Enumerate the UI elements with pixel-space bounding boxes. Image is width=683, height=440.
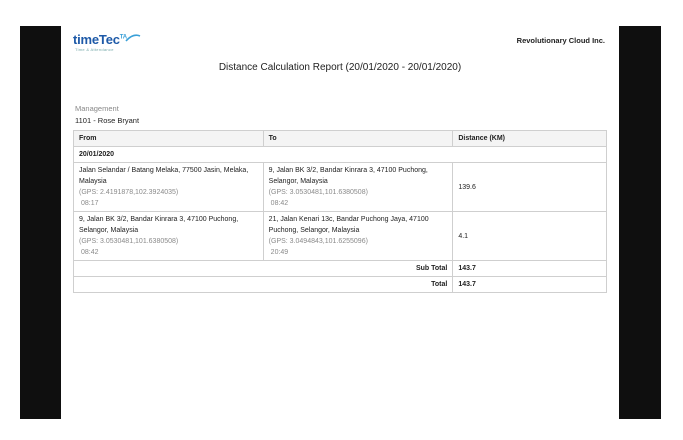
from-address: Jalan Selandar / Batang Melaka, 77500 Jasin, Melaka, Malaysia [79,167,249,185]
total-label: Total [74,277,453,293]
to-cell [263,163,453,212]
to-gps: (GPS: 3.0530481,101.6380508) [268,189,368,196]
report-title: Distance Calculation Report (20/01/2020 - 20/01/2020) [218,62,462,73]
total-value: 143.7 [453,277,607,293]
logo-tm: TA [119,34,127,41]
to-time: 08:42 [270,200,289,207]
from-gps: (GPS: 3.0530481,101.6380508) [79,238,179,245]
report-page [61,26,619,419]
to-address: 21, Jalan Kenari 13c, Bandar Puchong Jaya, 47100 Puchong, Selangor, Malaysia [268,216,429,234]
column-header-from: From [74,131,264,147]
distance-table [73,130,607,293]
from-cell [74,163,264,212]
logo-tagline: Time & Attendance [75,47,114,52]
company-name: Revolutionary Cloud Inc. [516,36,605,45]
timetec-logo [73,32,193,54]
to-time: 20:49 [270,249,289,256]
to-address: 9, Jalan BK 3/2, Bandar Kinrara 3, 47100 Puchong, Selangor, Malaysia [268,167,428,185]
column-header-distance: Distance (KM) [453,131,607,147]
logo-swoosh-icon [125,33,141,43]
table-row [74,212,607,261]
logo-text: timeTec [73,32,120,47]
distance-cell: 4.1 [453,212,607,261]
to-cell [263,212,453,261]
from-time: 08:42 [81,249,99,256]
distance-cell: 139.6 [453,163,607,212]
from-time: 08:17 [81,200,99,207]
employee-name: 1101 - Rose Bryant [75,116,140,125]
subtotal-label: Sub Total [74,261,453,277]
table-header-row [74,131,607,147]
from-address: 9, Jalan BK 3/2, Bandar Kinrara 3, 47100 Puchong, Selangor, Malaysia [79,216,239,234]
table-row [74,163,607,212]
subtotal-value: 143.7 [453,261,607,277]
total-row [74,277,607,293]
subtotal-row [74,261,607,277]
department-label: Management [75,104,119,113]
date-group-row [74,147,607,163]
to-gps: (GPS: 3.0494843,101.6255096) [268,238,368,245]
column-header-to: To [263,131,453,147]
date-group-label: 20/01/2020 [74,147,607,163]
from-cell [74,212,264,261]
from-gps: (GPS: 2.4191878,102.3924035) [79,189,179,196]
